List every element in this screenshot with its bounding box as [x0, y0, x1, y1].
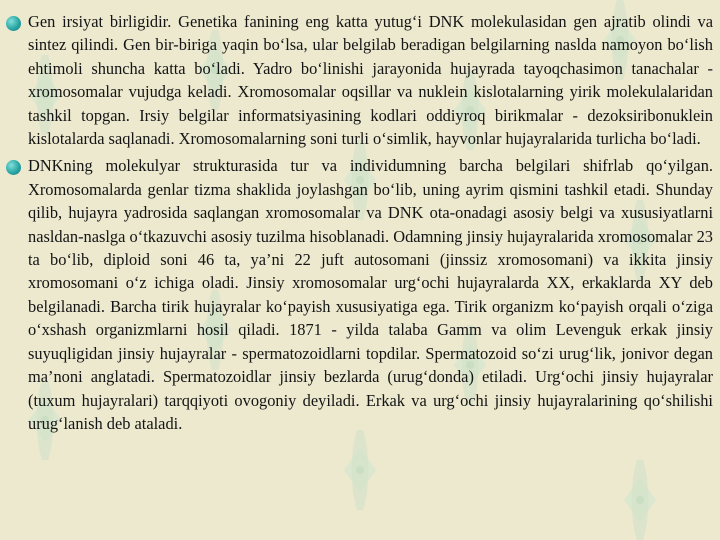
- bullet-item-dna: [6, 154, 713, 435]
- slide-content: [6, 10, 713, 439]
- bullet-dot-icon: [6, 160, 21, 175]
- bullet-text: Gen irsiyat birligidir. Genetika fanining eng katta yutug‘i DNK molekulasidan gen ajratib olindi va sintez qilindi. Gen bir-biriga yaqin bo‘lsa, ular belgilab beradigan belgilarning naslda namoyon bo‘lish ehtimoli shuncha katta bo‘ladi. Yadro bo‘linishi jarayonida hujayrada tayoqchasimon tanachalar - xromosomalar vujudga keladi. Xromosomalar oqsillar va nuklein kislotalarning yirik molekulalaridan tashkil topgan. Irsiy belgilar informatsiyasining kodlari oddiyroq birikmalar - dezoksiribonuklein kislotalarda saqlanadi. Xromosomalarning soni turli o‘simlik, hayvonlar hujayralarida turlicha bo‘ladi.: [28, 12, 713, 149]
- bullet-text: DNKning molekulyar strukturasida tur va individumning barcha belgilari shifrlab qo‘yilgan. Xromosomalarda genlar tizma shaklida joylashgan bo‘lib, uning ayrim qismini tashkil etadi. Shunday qilib, hujayra yadrosida saqlangan xromosomalar va DNK ota-onadagi asosiy belgi va xususiyatlarni nasldan-naslga o‘tkazuvchi asosiy tuzilma hisoblanadi. Odamning jinsiy hujayralarida xromosomalar 23 ta bo‘lib, diploid soni 46 ta, ya’ni 22 juft autosomani (jinssiz xromosomani) va ikkita jinsiy xromosomani o‘z ichiga oladi. Jinsiy xromosomalar urg‘ochi hujayralarda XX, erkaklarda XY deb belgilanadi. Barcha tirik hujayralar ko‘payish xususiyatiga ega. Tirik organizm ko‘payish orqali o‘ziga o‘xshash organizmlarni hosil qiladi. 1871 - yilda talaba Gamm va olim Levenguk erkak jinsiy suyuqligidan jinsiy hujayralar - spermatozoidlarni topdilar. Spermatozoid so‘zi urug‘lik, jonivor degan ma’noni anglatadi. Spermatozoidlar jinsiy bezlarda (urug‘donda) etiladi. Urg‘ochi jinsiy hujayralar (tuxum hujayralari) tarqqiyoti ovogoniy deyiladi. Erkak va urg‘ochi jinsiy hujayralarining qo‘shilishi urug‘lanish deb ataladi.: [28, 156, 713, 433]
- bullet-dot-icon: [6, 16, 21, 31]
- bullet-item-gene: [6, 10, 713, 150]
